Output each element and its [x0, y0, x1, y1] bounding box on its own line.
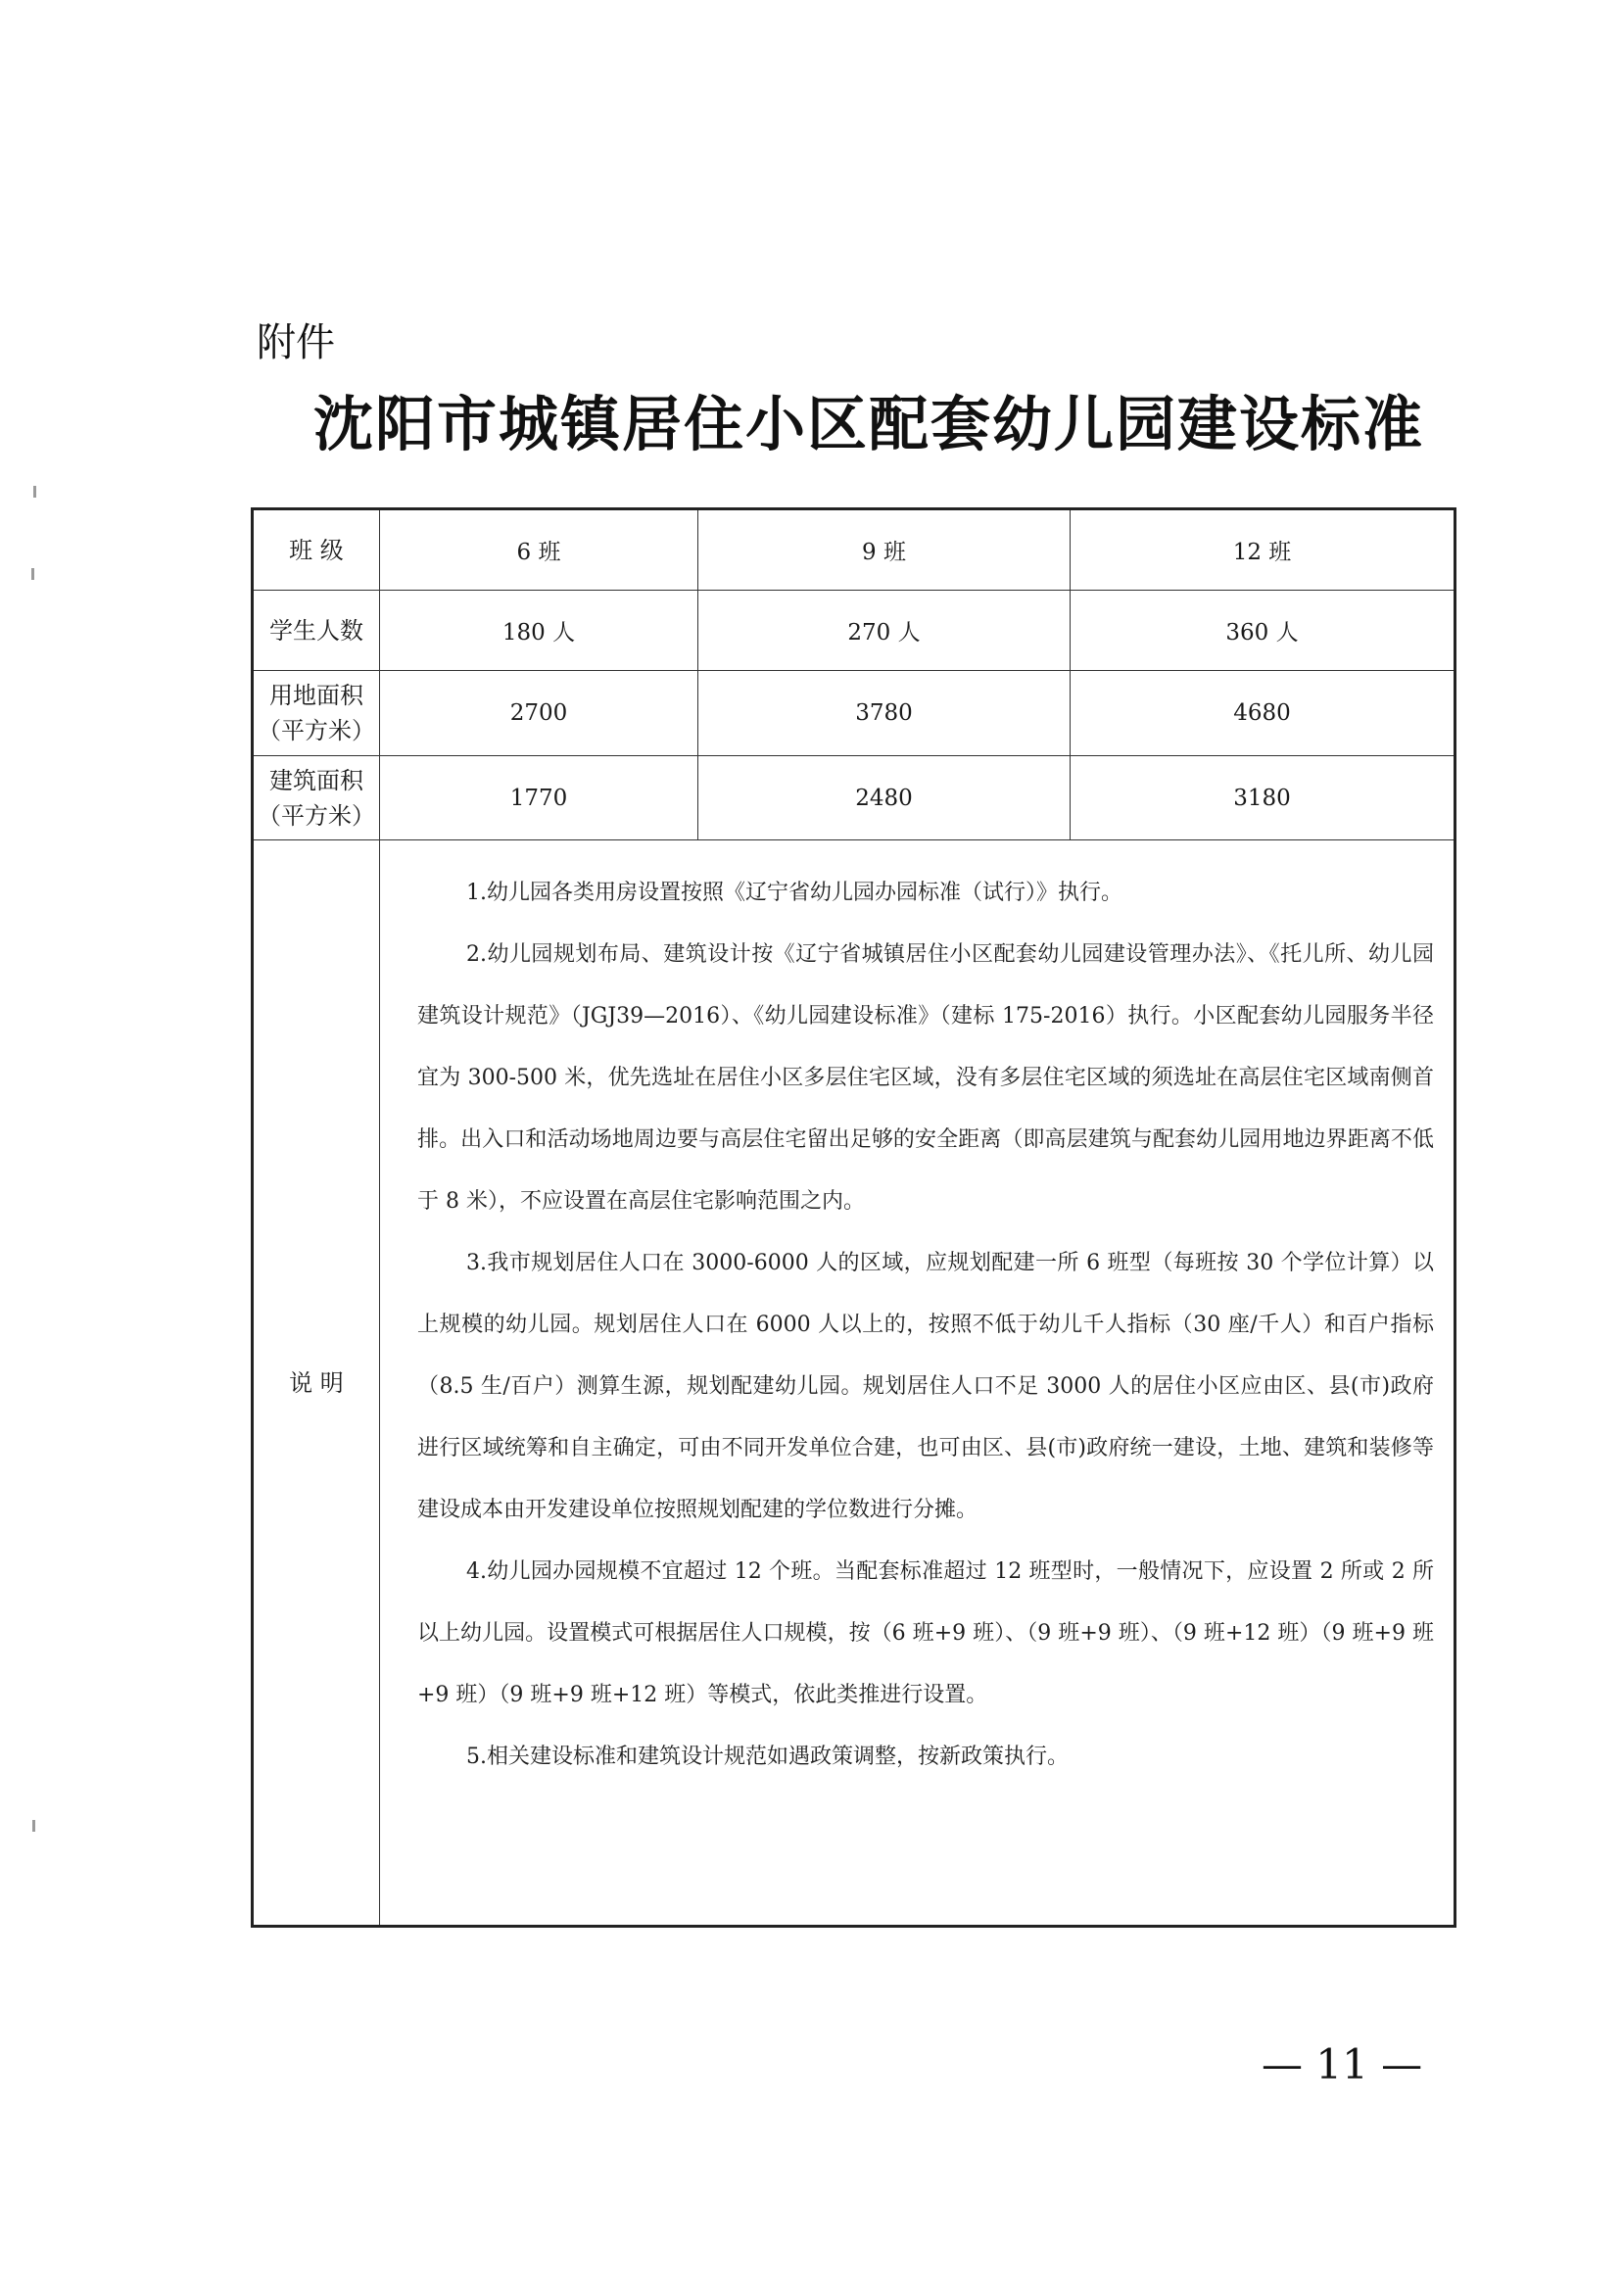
note-item: 4.幼儿园办园规模不宜超过 12 个班。当配套标准超过 12 班型时，一般情况下，应设置 2 所或 2 所以上幼儿园。设置模式可根据居住人口规模，按（6 班+9 班）、（9 班+9 班）、（9 班+12 班）（9 班+9 班+9 班）（9 班+9 班+12 班）等模式，依此类推进行设置。	[417, 1559, 1434, 1707]
notes-label-cell	[253, 840, 380, 1927]
cell-building-12: 3180	[1071, 756, 1455, 840]
note-item: 1.幼儿园各类用房设置按照《辽宁省幼儿园办园标准（试行）》执行。	[466, 881, 1122, 905]
page-number: — 11 —	[1262, 2040, 1423, 2088]
note-item: 2.幼儿园规划布局、建筑设计按《辽宁省城镇居住小区配套幼儿园建设管理办法》、《托儿所、幼儿园建筑设计规范》（JGJ39—2016）、《幼儿园建设标准》（建标 175-2016）执行。小区配套幼儿园服务半径宜为 300-500 米，优先选址在居住小区多层住宅区域，没有多层住宅区域的须选址在高层住宅区域南侧首排。出入口和活动场地周边要与高层住宅留出足够的安全距离（即高层建筑与配套幼儿园用地边界距离不低于 8 米），不应设置在高层住宅影响范围之内。	[417, 942, 1434, 1214]
scan-mark	[33, 486, 36, 498]
note-item: 3.我市规划居住人口在 3000-6000 人的区域，应规划配建一所 6 班型（每班按 30 个学位计算）以上规模的幼儿园。规划居住人口在 6000 人以上的，按照不低于幼儿千人指标（30 座/千人）和百户指标（8.5 生/百户）测算生源，规划配建幼儿园。规划居住人口不足 3000 人的居住小区应由区、县(市)政府进行区域统筹和自主确定，可由不同开发单位合建，也可由区、县(市)政府统一建设，土地、建筑和装修等建设成本由开发建设单位按照规划配建的学位数进行分摊。	[417, 1251, 1434, 1522]
note-item: 5.相关建设标准和建筑设计规范如遇政策调整，按新政策执行。	[466, 1745, 1069, 1769]
cell-land-6: 2700	[380, 671, 698, 756]
attachment-label: 附件	[257, 320, 335, 365]
row-label-class-count: 班 级	[253, 509, 380, 591]
document-title: 沈阳市城镇居住小区配套幼儿园建设标准	[313, 390, 1425, 459]
cell-students-9: 270 人	[698, 591, 1071, 671]
scan-mark	[32, 1820, 35, 1832]
cell-building-6: 1770	[380, 756, 698, 840]
cell-land-9: 3780	[698, 671, 1071, 756]
cell-students-12: 360 人	[1071, 591, 1455, 671]
table-row-notes	[253, 840, 1455, 1927]
cell-12-class: 12 班	[1071, 509, 1455, 591]
cell-9-class: 9 班	[698, 509, 1071, 591]
table-row-students	[253, 591, 1455, 671]
cell-6-class: 6 班	[380, 509, 698, 591]
table-row-land-area	[253, 671, 1455, 756]
notes-label: 说 明	[289, 1368, 344, 1397]
row-label-building-area: 建筑面积（平方米）	[253, 756, 380, 840]
notes-cell	[380, 840, 1455, 1927]
cell-building-9: 2480	[698, 756, 1071, 840]
table-row-building-area	[253, 756, 1455, 840]
scan-mark	[31, 568, 34, 580]
row-label-land-area: 用地面积（平方米）	[253, 671, 380, 756]
standards-table	[251, 507, 1456, 1928]
cell-land-12: 4680	[1071, 671, 1455, 756]
cell-students-6: 180 人	[380, 591, 698, 671]
table-row-class-count	[253, 509, 1455, 591]
row-label-students: 学生人数	[253, 591, 380, 671]
